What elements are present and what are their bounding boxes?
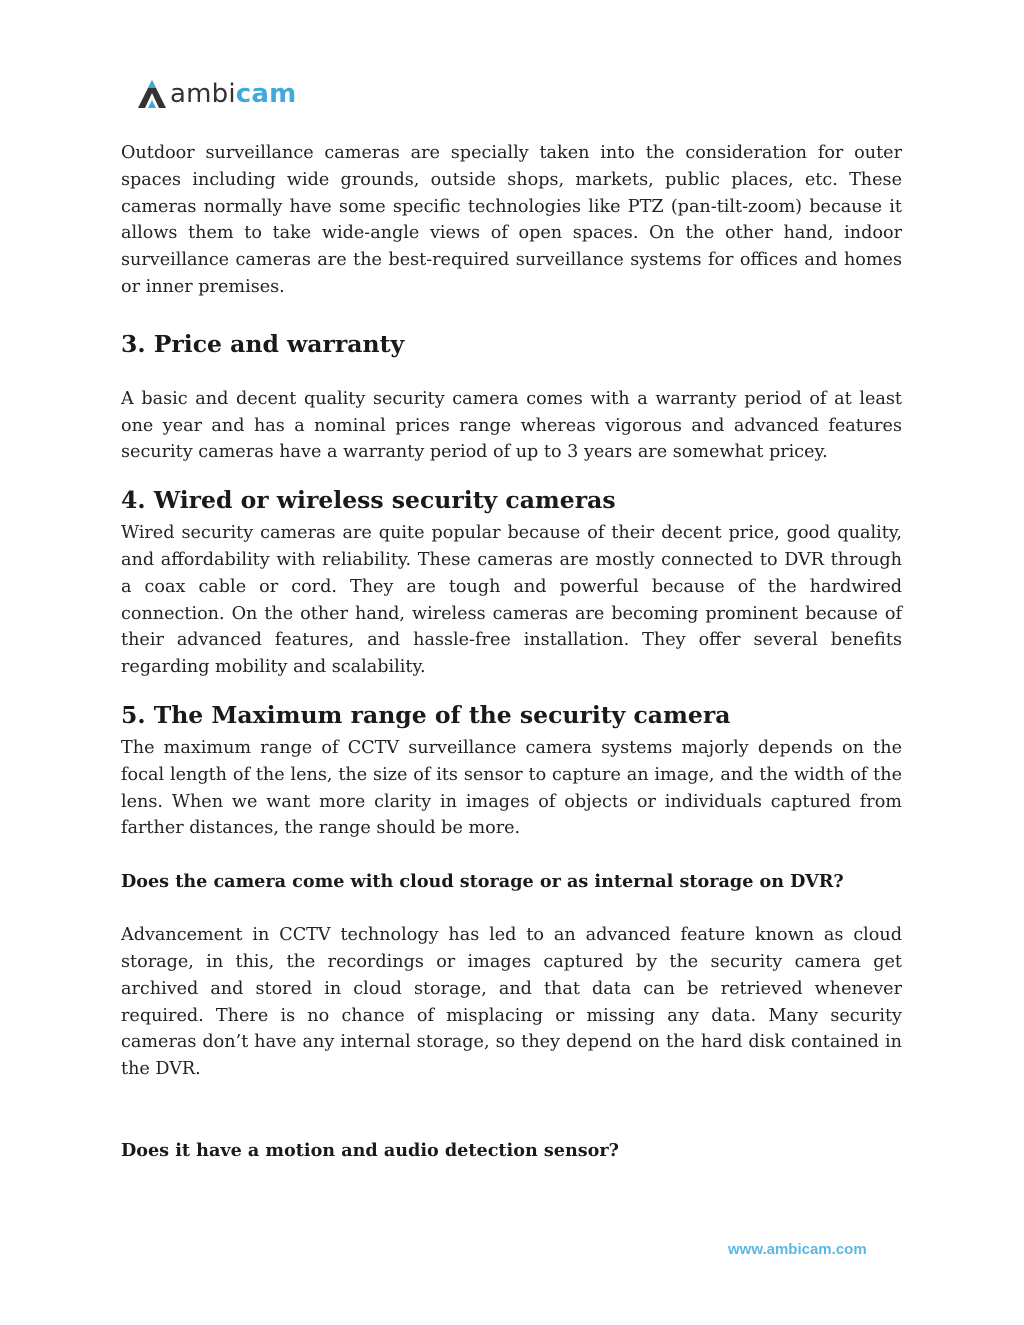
price-warranty-heading: 3. Price and warranty — [121, 329, 405, 358]
cloud-storage-question: Does the camera come with cloud storage or as internal storage on DVR? — [121, 871, 844, 893]
max-range-heading: 5. The Maximum range of the security camera — [121, 700, 731, 729]
max-range-paragraph: The maximum range of CCTV surveillance camera systems majorly depends on the focal length of the lens, the size of its sensor to capture an image, and the width of the lens. When we want more clarity in images of objects or individuals captured from farther distances, the range should be more. — [121, 737, 902, 839]
cloud-storage-paragraph: Advancement in CCTV technology has led to an advanced feature known as cloud storage, in this, the recordings or images captured by the security camera get archived and stored in cloud storage, and that data can be retrieved whenever required. There is no chance of misplacing or missing any data. Many security cameras don’t have any internal storage, so they depend on the hard disk contained in the DVR. — [121, 925, 902, 1080]
intro-paragraph: Outdoor surveillance cameras are specially taken into the consideration for outer spaces including wide grounds, outside shops, markets, public places, etc. These cameras normally have some specific technologies like PTZ (pan-tilt-zoom) because it allows them to take wide-angle views of open spaces. On the other hand, indoor surveillance cameras are the best-required surveillance systems for offices and homes or inner premises. — [121, 143, 902, 297]
price-warranty-paragraph: A basic and decent quality security camera comes with a warranty period of at least one year and has a nominal prices range whereas vigorous and advanced features security cameras have a warranty period of up to 3 years are somewhat pricey. — [121, 388, 902, 463]
brand-logo — [137, 76, 296, 112]
document-body — [121, 140, 902, 1164]
mountain-a-logo-icon — [137, 78, 167, 110]
footer-website-link[interactable]: www.ambicam.com — [728, 1241, 867, 1258]
wired-wireless-paragraph: Wired security cameras are quite popular because of their decent price, good quality, and affordability with reliability. These cameras are mostly connected to DVR through a coax cable or cord. They are tough and powerful because of the hardwired connection. On the other hand, wireless cameras are becoming prominent because of their advanced features, and hassle-free installation. They offer several benefits regarding mobility and scalability. — [121, 523, 902, 678]
wired-wireless-heading: 4. Wired or wireless security cameras — [121, 486, 616, 515]
logo-wordmark — [170, 81, 296, 107]
logo-text-accent: cam — [235, 79, 297, 109]
motion-audio-question: Does it have a motion and audio detection sensor? — [121, 1139, 619, 1161]
logo-text-dark: ambi — [170, 79, 236, 109]
